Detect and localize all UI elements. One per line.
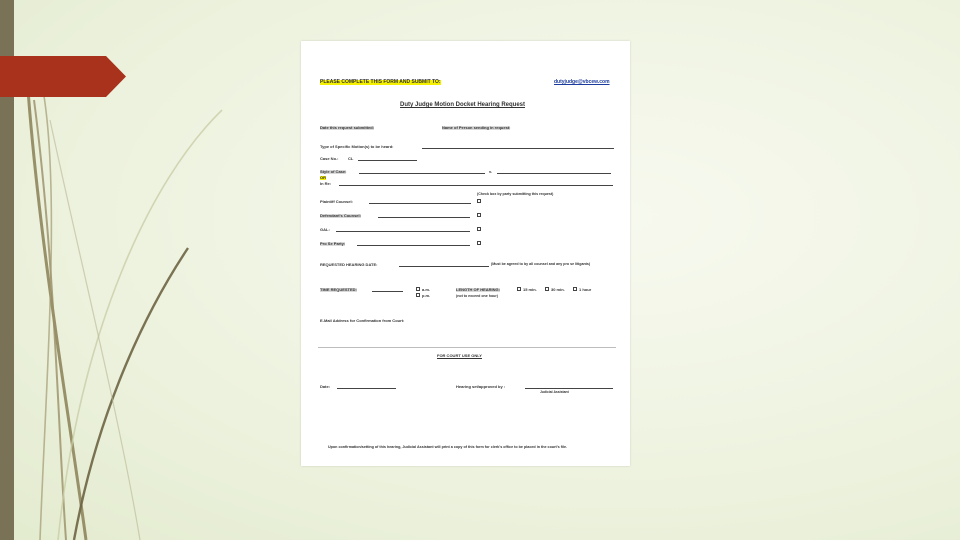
length-of-hearing-label: LENGTH OF HEARING: bbox=[456, 287, 500, 292]
red-arrow-shape bbox=[0, 56, 126, 97]
section-divider bbox=[318, 347, 616, 348]
length-60-label: 1 hour bbox=[579, 287, 592, 292]
email-link[interactable]: dutyjudge@vbcew.com bbox=[554, 79, 610, 85]
plaintiff-counsel-label: Plaintiff Counsel: bbox=[320, 199, 353, 204]
plaintiff-checkbox[interactable] bbox=[477, 199, 481, 203]
length-15-checkbox[interactable] bbox=[517, 287, 521, 291]
check-box-note: (Check box by party submitting this request) bbox=[477, 192, 554, 196]
form-document bbox=[301, 41, 630, 466]
style-of-case-field-1[interactable] bbox=[359, 173, 485, 174]
hearing-date-label: REQUESTED HEARING DATE: bbox=[320, 262, 378, 267]
date-label: Date: bbox=[320, 384, 331, 389]
pro-se-label: Pro Se Party: bbox=[320, 241, 346, 246]
gal-checkbox[interactable] bbox=[477, 227, 481, 231]
person-sending-label: Name of Person sending in request: bbox=[442, 125, 511, 130]
pm-checkbox[interactable] bbox=[416, 293, 420, 297]
length-15-label: 15 min. bbox=[523, 287, 537, 292]
in-re-field[interactable] bbox=[339, 185, 613, 186]
or-label: OR bbox=[320, 175, 326, 180]
form-instruction: PLEASE COMPLETE THIS FORM AND SUBMIT TO: bbox=[320, 79, 441, 85]
versus-label: v. bbox=[489, 169, 493, 174]
defendant-counsel-field[interactable] bbox=[378, 217, 470, 218]
footer-note: Upon confirmation/setting of this hearing, Judicial Assistant will print a copy of this form for clerk's office to be placed in the court's file. bbox=[328, 445, 568, 449]
date-field[interactable] bbox=[337, 388, 396, 389]
hearing-set-label: Hearing set/approved by : bbox=[456, 384, 506, 389]
date-submitted-label: Date this request submitted: bbox=[320, 125, 375, 130]
gal-field[interactable] bbox=[336, 231, 470, 232]
case-no-prefix: CL bbox=[348, 156, 354, 161]
hearing-date-field[interactable] bbox=[399, 266, 489, 267]
defendant-counsel-label: Defendant's Counsel: bbox=[320, 213, 361, 218]
in-re-label: In Re: bbox=[320, 181, 332, 186]
am-checkbox[interactable] bbox=[416, 287, 420, 291]
pro-se-checkbox[interactable] bbox=[477, 241, 481, 245]
motion-type-label: Type of Specific Motion(s) to be heard: bbox=[320, 144, 394, 149]
case-no-field[interactable] bbox=[358, 160, 417, 161]
gal-label: GAL: bbox=[320, 227, 330, 232]
time-requested-label: TIME REQUESTED: bbox=[320, 287, 357, 292]
length-60-checkbox[interactable] bbox=[573, 287, 577, 291]
court-use-heading: FOR COURT USE ONLY bbox=[437, 353, 482, 358]
am-label: a.m. bbox=[422, 287, 431, 292]
style-of-case-label: Style of Case: bbox=[320, 169, 347, 174]
email-confirm-label: E-Mail Address for Confirmation from Court: bbox=[320, 318, 405, 323]
case-no-label: Case No.: bbox=[320, 156, 339, 161]
plaintiff-counsel-field[interactable] bbox=[369, 203, 471, 204]
motion-type-field[interactable] bbox=[422, 148, 614, 149]
hearing-date-note: (Must be agreed to by all counsel and any pro se litigants) bbox=[491, 262, 591, 266]
style-of-case-field-2[interactable] bbox=[497, 173, 611, 174]
pm-label: p.m. bbox=[422, 293, 431, 298]
hearing-set-field[interactable] bbox=[525, 388, 613, 389]
form-title: Duty Judge Motion Docket Hearing Request bbox=[400, 102, 526, 108]
time-requested-field[interactable] bbox=[372, 291, 403, 292]
length-30-label: 30 min. bbox=[551, 287, 565, 292]
defendant-checkbox[interactable] bbox=[477, 213, 481, 217]
pro-se-field[interactable] bbox=[357, 245, 470, 246]
length-30-checkbox[interactable] bbox=[545, 287, 549, 291]
judicial-assistant-caption: Judicial Assistant bbox=[540, 390, 569, 394]
length-note: (not to exceed one hour) bbox=[456, 294, 498, 298]
